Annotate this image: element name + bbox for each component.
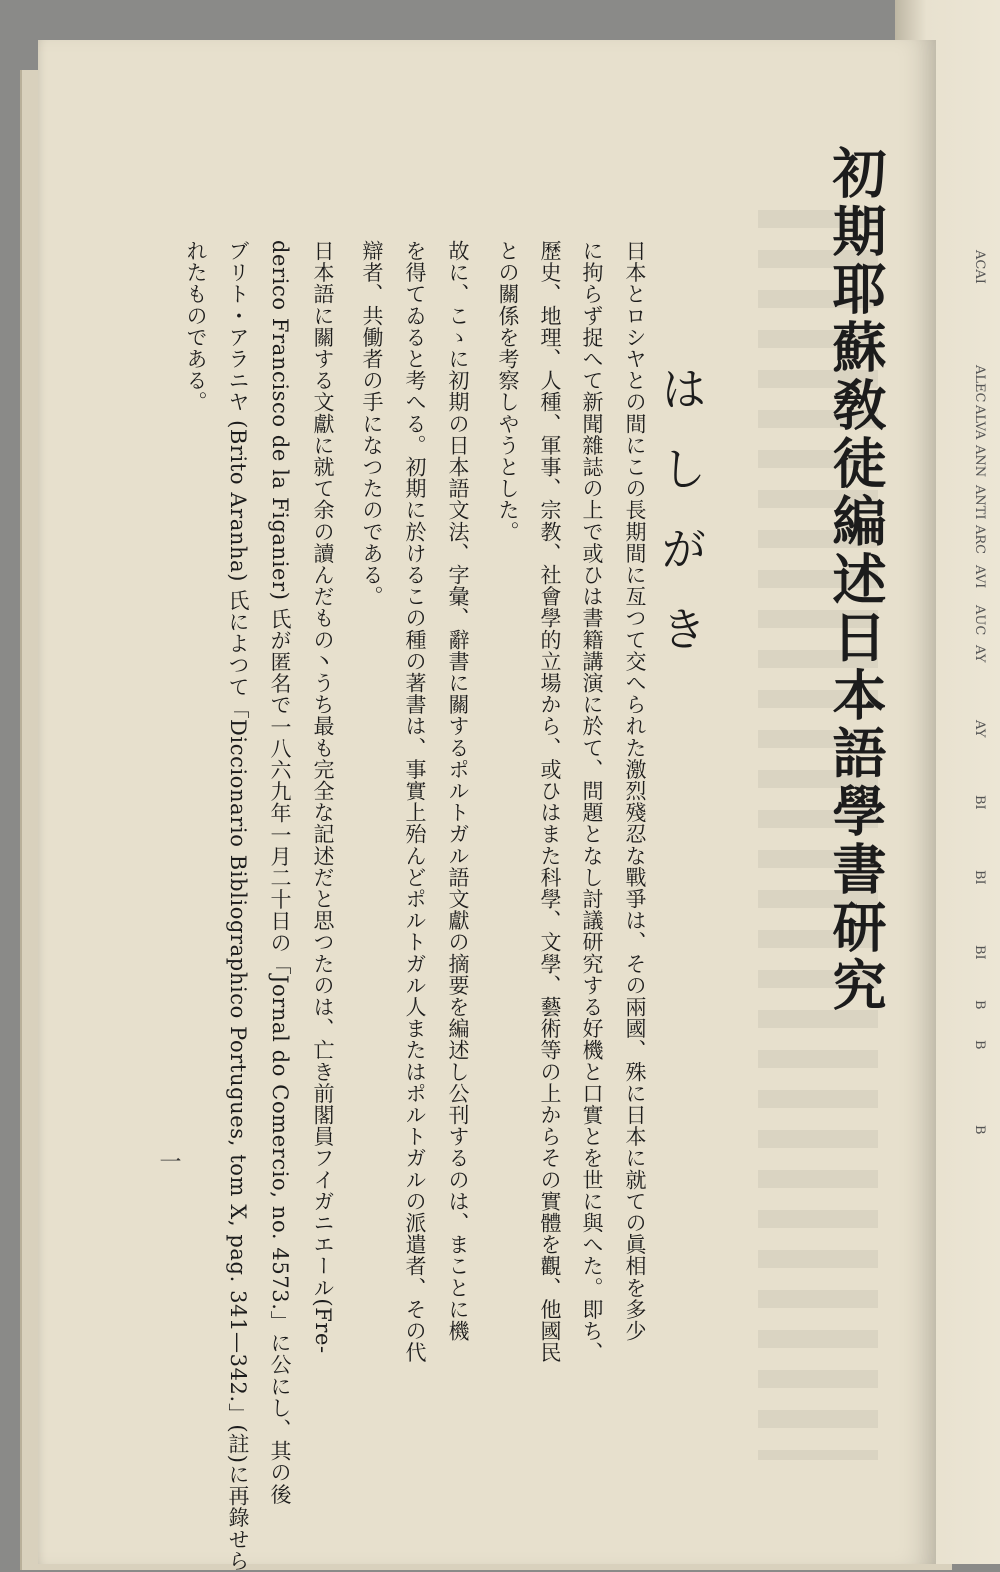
- section-heading: はしがき: [654, 365, 708, 685]
- body-line: 歷史、地理、人種、軍事、宗教、社會學的立場から、或ひはまた科學、文學、藝術等の上からその實體を觀、他國民: [538, 240, 562, 1364]
- book-title: 初期耶蘇敎徒編述日本語學書研究: [824, 145, 887, 1015]
- body-line: ブリト・アラニヤ (Brito Aranha) 氏によつて「Diccionario Bibliographico Portugues, tom X, pag. 341—342.」(註)に再錄せら: [226, 240, 250, 1572]
- facing-text: B: [972, 1125, 987, 1135]
- facing-text: BI: [972, 795, 987, 810]
- facing-text: AY: [972, 720, 987, 738]
- facing-text: BI: [972, 945, 987, 960]
- facing-text: AVI: [972, 565, 987, 589]
- facing-text: AY: [972, 645, 987, 663]
- facing-text: ARC: [972, 525, 987, 555]
- body-line: れたものである。: [184, 240, 208, 413]
- facing-text: ALEC: [972, 365, 987, 403]
- book-page: [38, 40, 936, 1572]
- body-line: に拘らず捉へて新聞雜誌の上で或ひは書籍講演に於て、問題となし討議研究する好機と口實とを世に與へた。即ち、: [580, 240, 604, 1364]
- facing-text: ANN: [972, 445, 987, 478]
- facing-text: ACAI: [972, 250, 987, 284]
- body-line: derico Francisco de la Figanier) 氏が匿名で一八六九年一月二十日の「Jornal do Comercio, no. 4573.」に公にし、其の後: [268, 240, 292, 1505]
- facing-text: BI: [972, 870, 987, 885]
- body-line: 日本語に關する文獻に就て余の讀んだもの丶うち最も完全な記述だと思つたのは、亡き前閣員フイガニエール(Fre-: [311, 240, 335, 1354]
- facing-text: B: [972, 1040, 987, 1050]
- body-line: 故に、こゝに初期の日本語文法、字彙、辭書に關するポルトガル語文獻の摘要を編述し公刊するのは、まことに機: [446, 240, 470, 1342]
- facing-text: ANTI: [972, 485, 987, 520]
- facing-text: AUC: [972, 605, 987, 636]
- facing-text: ALVA: [972, 405, 987, 440]
- body-line: を得てゐると考へる。初期に於けるこの種の著書は、事實上殆んどポルトガル人またはポルトガルの派遣者、その代: [403, 240, 427, 1364]
- body-line: 辯者、共働者の手になつたのである。: [360, 240, 384, 608]
- facing-text: B: [972, 1000, 987, 1010]
- body-line: 日本とロシヤとの間にこの長期間に亙つて交へられた激烈殘忍な戰爭は、その兩國、殊に日本に就ての眞相を多少: [623, 240, 647, 1342]
- page-number: 一: [156, 1150, 181, 1172]
- body-line: との關係を考察しやうとした。: [496, 240, 520, 543]
